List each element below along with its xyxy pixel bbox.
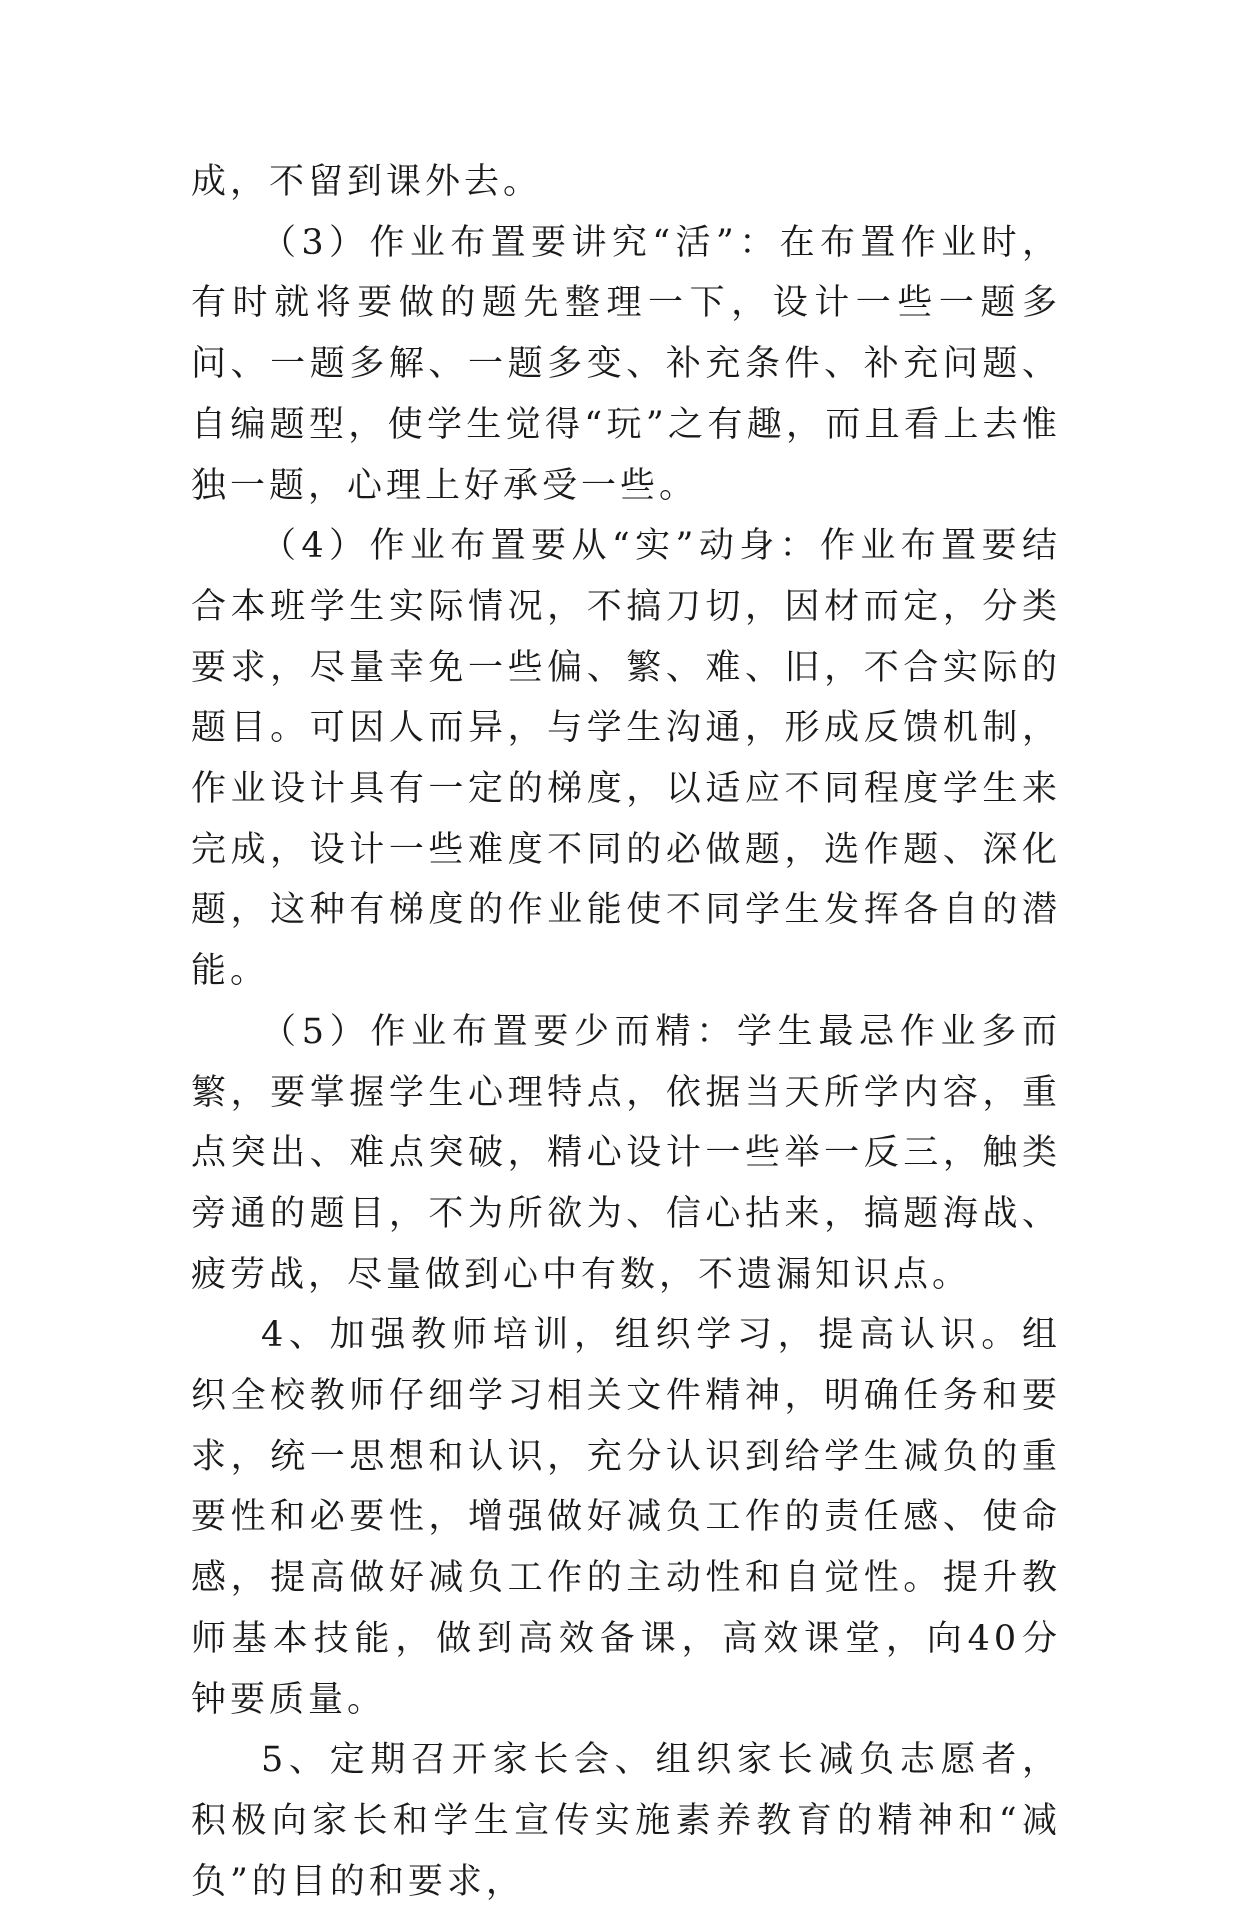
paragraph-item-3: （3）作业布置要讲究“活”：在布置作业时，有时就将要做的题先整理一下，设计一些一题多问、一题多解、一题多变、补充条件、补充问题、自编题型，使学生觉得“玩”之有趣，而且看上去惟独一题，心理上好承受一些。 bbox=[191, 222, 1061, 506]
paragraph-item-5: （5）作业布置要少而精：学生最忌作业多而繁，要掌握学生心理特点，依据当天所学内容，重点突出、难点突破，精心设计一些举一反三，触类旁通的题目，不为所欲为、信心拈来，搞题海战、疲劳战，尽量做到心中有数，不遗漏知识点。 bbox=[191, 1011, 1061, 1295]
document-body bbox=[191, 152, 1061, 1912]
paragraph-item-4: （4）作业布置要从“实”动身：作业布置要结合本班学生实际情况，不搞刀切，因材而定，分类要求，尽量幸免一些偏、繁、难、旧，不合实际的题目。可因人而异，与学生沟通，形成反馈机制，作业设计具有一定的梯度，以适应不同程度学生来完成，设计一些难度不同的必做题，选作题、深化题，这种有梯度的作业能使不同学生发挥各自的潜能。 bbox=[191, 526, 1061, 992]
paragraph-continuation: 成，不留到课外去。 bbox=[191, 162, 543, 202]
paragraph-section-5: 5、定期召开家长会、组织家长减负志愿者，积极向家长和学生宣传实施素养教育的精神和“减负”的目的和要求， bbox=[191, 1740, 1061, 1902]
paragraph-section-4: 4、加强教师培训，组织学习，提高认识。组织全校教师仔细学习相关文件精神，明确任务和要求，统一思想和认识，充分认识到给学生减负的重要性和必要性，增强做好减负工作的责任感、使命感，提高做好减负工作的主动性和自觉性。提升教师基本技能，做到高效备课，高效课堂，向40分钟要质量。 bbox=[191, 1315, 1061, 1720]
